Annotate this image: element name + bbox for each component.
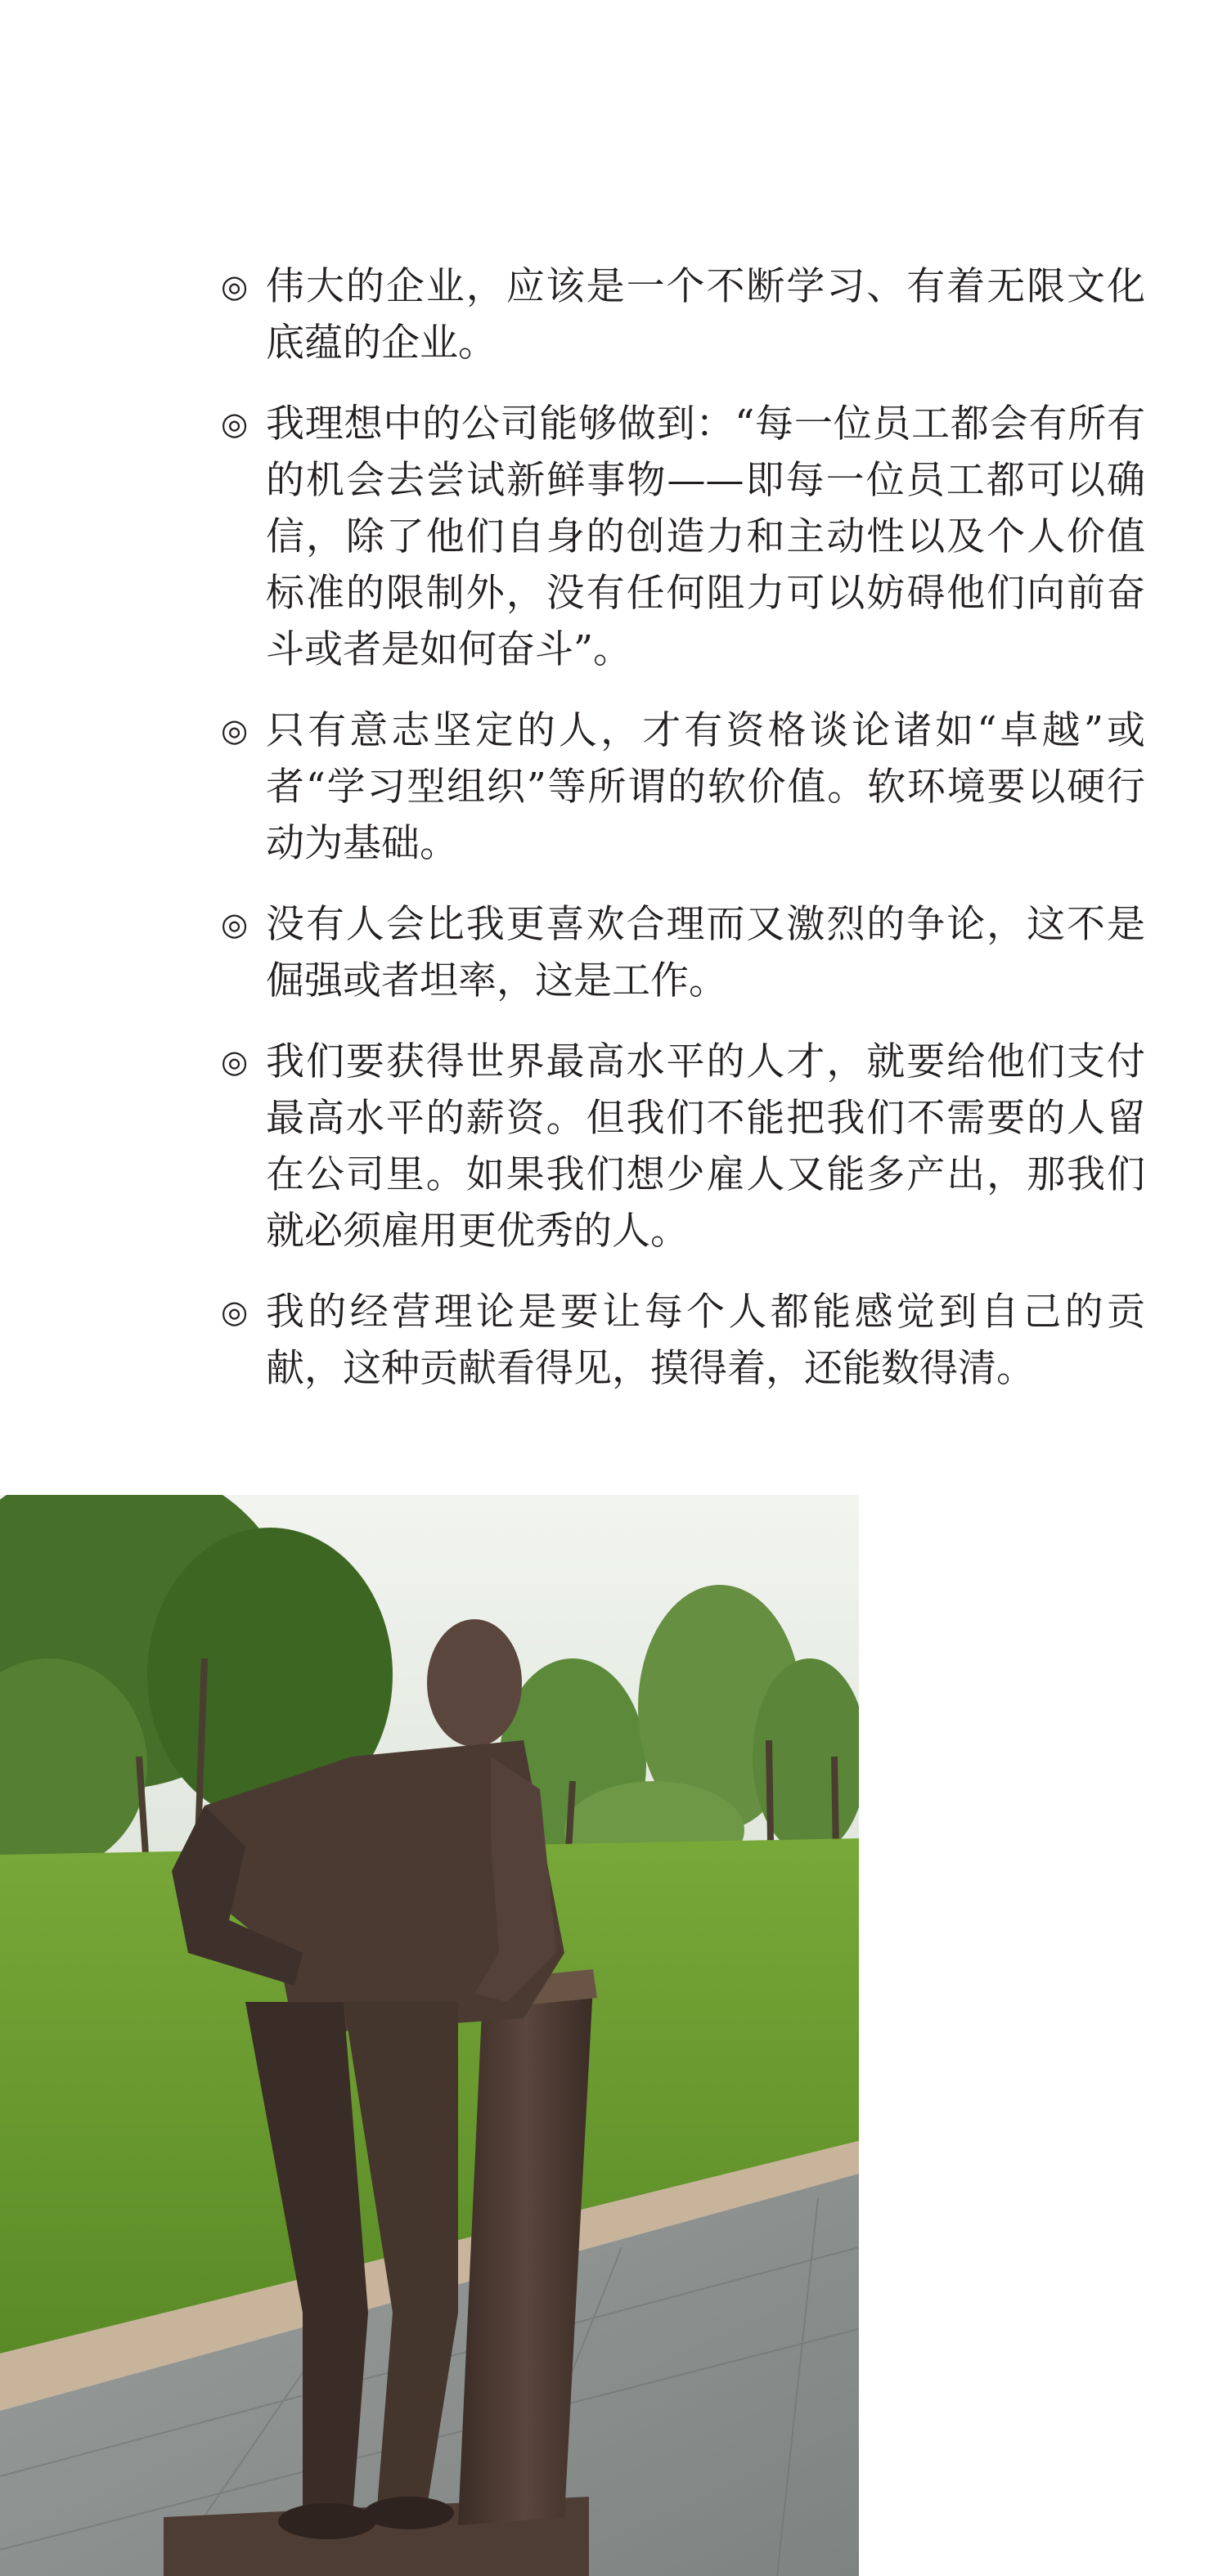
quote-item	[221, 1284, 1145, 1397]
statue-photo-illustration	[0, 1495, 859, 2576]
quote-item	[221, 258, 1145, 371]
bullet-icon: ◎	[221, 1043, 249, 1079]
quote-text: 我们要获得世界最高水平的人才，就要给他们支付最高水平的薪资。但我们不能把我们不需要的人留在公司里。如果我们想少雇人又能多产出，那我们就必须雇用更优秀的人。	[266, 1039, 1145, 1254]
bullet-icon: ◎	[221, 268, 249, 304]
quote-text: 没有人会比我更喜欢合理而又激烈的争论，这不是倔强或者坦率，这是工作。	[266, 902, 1145, 1003]
bullet-icon: ◎	[221, 712, 249, 748]
quote-list	[221, 258, 1145, 1421]
bullet-icon: ◎	[221, 406, 249, 442]
quote-text: 伟大的企业，应该是一个不断学习、有着无限文化底蕴的企业。	[266, 264, 1145, 366]
statue-photo	[0, 1495, 859, 2576]
quote-item	[221, 896, 1145, 1009]
quote-item	[221, 396, 1145, 678]
quote-item	[221, 1034, 1145, 1259]
quote-text: 只有意志坚定的人，才有资格谈论诸如“卓越”或者“学习型组织”等所谓的软价值。软环境要以硬行动为基础。	[266, 708, 1145, 866]
quote-text: 我的经营理论是要让每个人都能感觉到自己的贡献，这种贡献看得见，摸得着，还能数得清。	[266, 1290, 1145, 1391]
quote-text: 我理想中的公司能够做到：“每一位员工都会有所有的机会去尝试新鲜事物——即每一位员工都可以确信，除了他们自身的创造力和主动性以及个人价值标准的限制外，没有任何阻力可以妨碍他们向前奋斗或者是如何奋斗”。	[266, 402, 1145, 672]
bullet-icon: ◎	[221, 906, 249, 942]
bullet-icon: ◎	[221, 1294, 249, 1330]
quote-item	[221, 702, 1145, 872]
